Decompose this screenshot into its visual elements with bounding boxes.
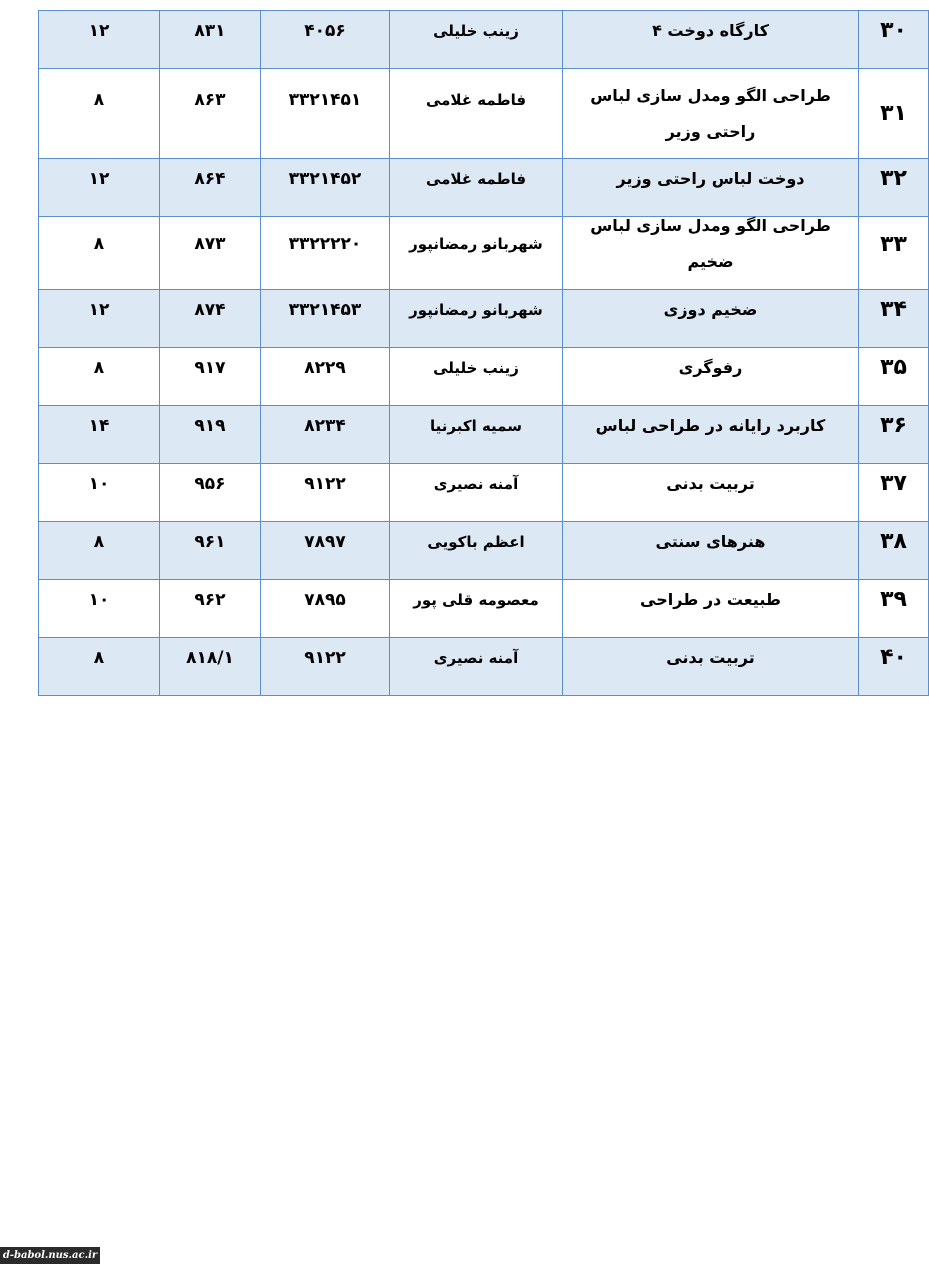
site-watermark: d-babol.nus.ac.ir (0, 1247, 100, 1264)
course-code: ۳۳۲۱۴۵۳ (261, 290, 390, 348)
course-hours: ۸ (39, 638, 160, 696)
row-number: ۳۱ (859, 69, 929, 159)
course-title: تربیت بدنی (563, 638, 859, 696)
course-title: طراحی الگو ومدل سازی لباس ضخیم (563, 217, 859, 290)
course-code: ۴۰۵۶ (261, 11, 390, 69)
table-row (39, 217, 929, 290)
course-hours: ۸ (39, 348, 160, 406)
course-number: ۹۶۱ (160, 522, 261, 580)
course-hours: ۱۲ (39, 290, 160, 348)
course-title: هنرهای سنتی (563, 522, 859, 580)
row-number: ۳۲ (859, 159, 929, 217)
course-number: ۸۱۸/۱ (160, 638, 261, 696)
course-number: ۸۶۴ (160, 159, 261, 217)
course-code: ۹۱۲۲ (261, 464, 390, 522)
table-row (39, 348, 929, 406)
course-hours: ۱۰ (39, 464, 160, 522)
course-code: ۷۸۹۵ (261, 580, 390, 638)
course-code: ۸۲۳۴ (261, 406, 390, 464)
row-number: ۳۸ (859, 522, 929, 580)
course-code: ۳۳۲۱۴۵۱ (261, 69, 390, 159)
row-number: ۳۵ (859, 348, 929, 406)
teacher-name: معصومه قلی پور (390, 580, 563, 638)
course-title: طبیعت در طراحی (563, 580, 859, 638)
course-number: ۹۶۲ (160, 580, 261, 638)
teacher-name: شهربانو رمضانپور (390, 217, 563, 290)
course-code: ۷۸۹۷ (261, 522, 390, 580)
course-hours: ۱۲ (39, 159, 160, 217)
row-number: ۳۹ (859, 580, 929, 638)
row-number: ۳۴ (859, 290, 929, 348)
course-number: ۹۱۷ (160, 348, 261, 406)
course-number: ۸۷۳ (160, 217, 261, 290)
course-title: کارگاه دوخت ۴ (563, 11, 859, 69)
row-number: ۳۳ (859, 217, 929, 290)
course-number: ۹۱۹ (160, 406, 261, 464)
course-title: دوخت لباس راحتی وزیر (563, 159, 859, 217)
course-number: ۸۷۴ (160, 290, 261, 348)
course-title: ضخیم دوزی (563, 290, 859, 348)
course-code: ۳۳۲۲۲۲۰ (261, 217, 390, 290)
table-row (39, 290, 929, 348)
table-row (39, 11, 929, 69)
course-code: ۳۳۲۱۴۵۲ (261, 159, 390, 217)
course-title: رفوگری (563, 348, 859, 406)
row-number: ۳۰ (859, 11, 929, 69)
table-row (39, 522, 929, 580)
teacher-name: آمنه نصیری (390, 638, 563, 696)
course-title: تربیت بدنی (563, 464, 859, 522)
course-hours: ۱۴ (39, 406, 160, 464)
course-code: ۹۱۲۲ (261, 638, 390, 696)
course-code: ۸۲۲۹ (261, 348, 390, 406)
teacher-name: زینب خلیلی (390, 11, 563, 69)
table-row (39, 464, 929, 522)
teacher-name: فاطمه غلامی (390, 69, 563, 159)
course-title: طراحی الگو ومدل سازی لباس راحتی وزیر (563, 69, 859, 159)
table-row (39, 638, 929, 696)
course-hours: ۸ (39, 69, 160, 159)
row-number: ۴۰ (859, 638, 929, 696)
teacher-name: سمیه اکبرنیا (390, 406, 563, 464)
course-hours: ۱۲ (39, 11, 160, 69)
teacher-name: اعظم باکویی (390, 522, 563, 580)
course-hours: ۱۰ (39, 580, 160, 638)
course-number: ۸۳۱ (160, 11, 261, 69)
row-number: ۳۶ (859, 406, 929, 464)
course-hours: ۸ (39, 217, 160, 290)
table-row (39, 406, 929, 464)
table-row (39, 69, 929, 159)
row-number: ۳۷ (859, 464, 929, 522)
course-number: ۹۵۶ (160, 464, 261, 522)
course-hours: ۸ (39, 522, 160, 580)
teacher-name: آمنه نصیری (390, 464, 563, 522)
course-number: ۸۶۳ (160, 69, 261, 159)
course-title: کاربرد رایانه در طراحی لباس (563, 406, 859, 464)
course-table (38, 10, 929, 696)
table-row (39, 580, 929, 638)
teacher-name: شهربانو رمضانپور (390, 290, 563, 348)
teacher-name: فاطمه غلامی (390, 159, 563, 217)
teacher-name: زینب خلیلی (390, 348, 563, 406)
